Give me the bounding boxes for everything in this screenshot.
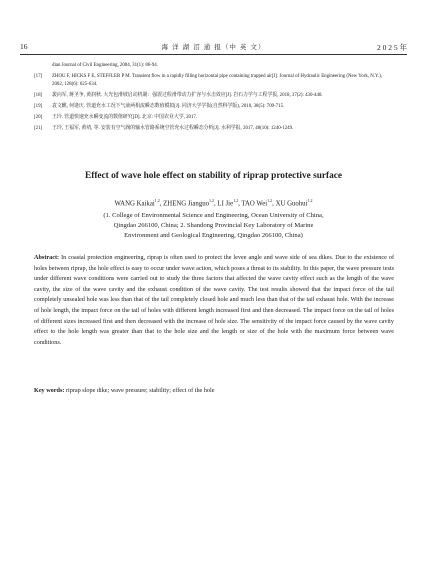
author-affiliation-mark: 1,2 — [233, 198, 239, 203]
reference-number: [20] — [34, 115, 43, 120]
reference-item — [34, 103, 394, 111]
author-affiliation-mark: 1,2 — [209, 198, 215, 203]
reference-text: ZHOU F, HICKS F E, STEFFLER P M. Transient flow in a rapidly filling horizontal pipe containing trapped air[J]. Journal of Hydraulic Engineering (New York, N.Y.), 2002, 128(6): 625-634. — [52, 74, 382, 87]
reference-text: dian Journal of Civil Engineering, 2004, 31(1): 86-94. — [52, 63, 158, 68]
keywords — [34, 387, 394, 394]
reference-list — [34, 62, 394, 136]
reference-number: [21] — [34, 126, 43, 131]
journal-name: 海 洋 湖 沼 通 报（中 英 文） — [161, 43, 266, 51]
author-name: ZHENG Jianguo — [163, 200, 210, 208]
reference-item — [34, 114, 394, 122]
author-affiliation-mark: 1,2 — [267, 198, 273, 203]
author-affiliation-mark: 1,2 — [154, 198, 160, 203]
page-number: 16 — [20, 42, 28, 51]
reference-number: [18] — [34, 93, 43, 98]
reference-text: 王玲, 王福军, 黄靖, 等. 安装有空气阀的输水管路系统空管充水过程瞬态分析[J]. 水利学报, 2017, 48(10): 1240-1249. — [52, 126, 294, 131]
affiliation-line: Qingdao 266100, China; 2. Shandong Provincial Key Laboratory of Marine — [113, 222, 314, 229]
publication-year: 2 0 2 5 年 — [377, 43, 407, 52]
reference-number: [17] — [34, 74, 43, 79]
affiliation-line: Environment and Geological Engineering, Qingdao 266100, China) — [124, 232, 303, 239]
reference-text: 裴向军, 蒋圣争, 黄润秋. 大光包滑坡启动机制：强震过程滑带动力扩容与水击效应[J]. 岩石力学与工程学报, 2018, 37(2): 430-448. — [52, 93, 323, 98]
affiliations — [60, 211, 367, 241]
author-name: XU Guohui — [275, 200, 308, 208]
reference-item — [34, 92, 394, 100]
reference-item — [34, 73, 394, 89]
author-name: WANG Kaikai — [114, 200, 155, 208]
abstract-text: In coastal protection engineering, riprap is often used to protect the levee angle and wave side of sea dikes. Due to the existence of holes between riprap, the hole effect is easy to occur under wave action, which poses a threat to its stability. In this paper, the wave pressure tests under different wave conditions were carried out to study the three factors that affected the wave cavity effect such as the length of the wave cavity, the size of the wave cavity and the exhaust condition of the wave cavity. The test results showed that the impact force of the tail completely unsealed hole was less than that of the tail completely closed hole and much less than that of the tail exhaust hole. With the increase of hole length, the impact force on the tail of holes with different length increased first and then decreased. The impact force on the tail of holes of different sizes increased first and then decreased with the increase of hole size. The sensitivity of the impact force caused by the wave cavity effect to the hole length was greater than that to the hole size and the length or size of the hole with the maximum force between wave conditions. — [34, 254, 395, 346]
reference-item — [34, 125, 394, 133]
keywords-text: riprap slope dike; wave pressure; stability; effect of the hole — [65, 387, 215, 394]
reference-item — [34, 62, 394, 70]
author-name: TAO Wei — [241, 200, 268, 208]
abstract — [34, 253, 394, 348]
reference-number: [19] — [34, 104, 43, 109]
reference-text: 袁文麒, 何逢庆. 管道充水工况下气液两相流瞬态数值模拟[J]. 同济大学学报(自然科学版), 2010, 38(5): 709-715. — [52, 104, 285, 109]
author-list: WANG Kaikai$^{1,2}$, ZHENG Jianguo$^{1,2}$, LI Jie$^{1,2}$, TAO Wei$^{1,2}$, XU Guohui$^{1,2}$ — [114, 198, 313, 208]
running-header — [20, 42, 407, 55]
affiliation-line: (1. College of Environmental Science and Engineering, Ocean University of China, — [103, 212, 324, 219]
paper-title: Effect of wave hole effect on stability of riprap protective surface — [85, 171, 342, 181]
reference-text: 王玲. 管道快速充水瞬变流的数值研究[D]. 北京: 中国农业大学, 2017. — [52, 115, 198, 120]
keywords-label: Key words: — [34, 387, 65, 394]
author-name: LI Jie — [217, 200, 234, 208]
abstract-label: Abstract: — [34, 254, 60, 261]
author-affiliation-mark: 1,2 — [307, 198, 313, 203]
